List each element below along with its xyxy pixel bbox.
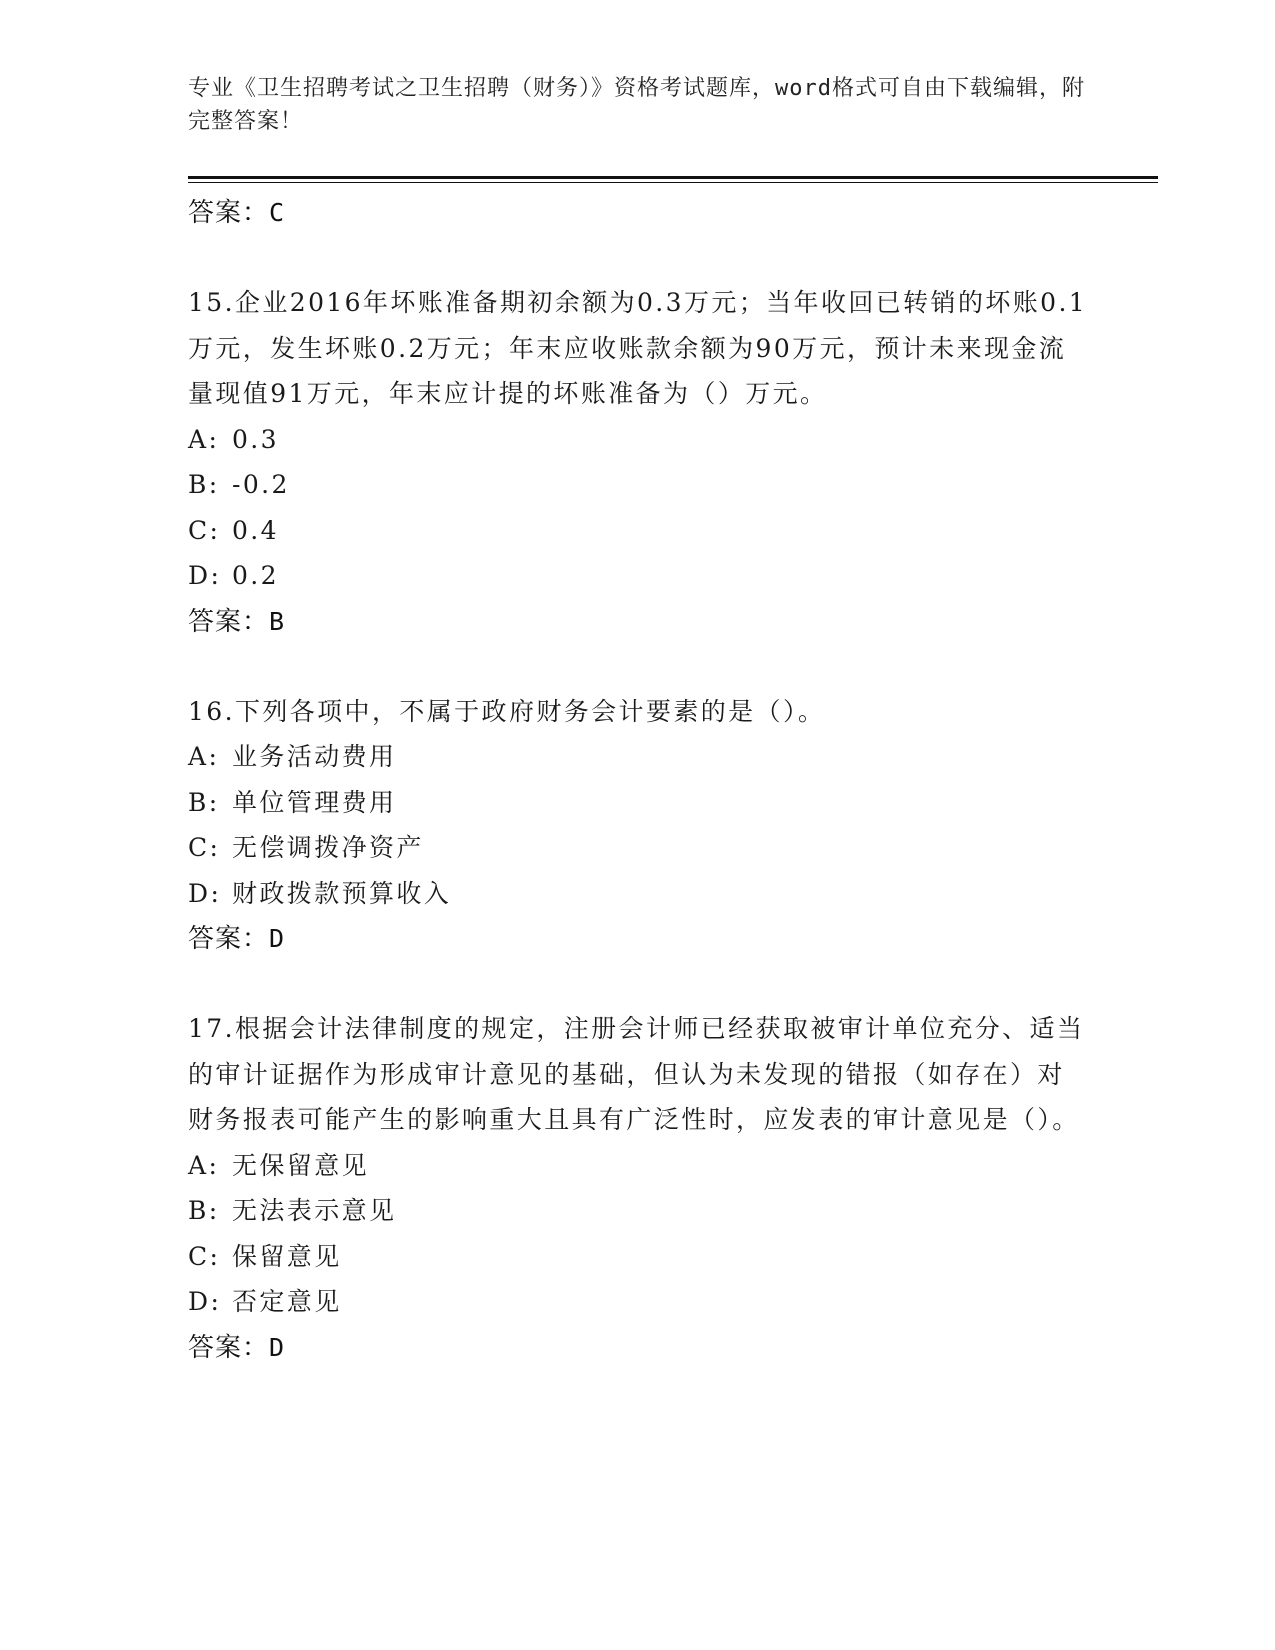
header-rule-thin [188,182,1158,183]
question-block-17 [188,1006,1088,1371]
option-text: 0.2 [232,561,279,590]
answer-label: 答案： [188,924,270,954]
option-text: 保留意见 [232,1241,342,1271]
document-header: 专业《卫生招聘考试之卫生招聘（财务）》资格考试题库，word格式可自由下载编辑，附完整答案！ [188,76,1085,134]
answer [188,599,1088,645]
question-text: 16.下列各项中，不属于政府财务会计要素的是（）。 [188,696,826,726]
option-label: D: [188,561,222,590]
question-list [188,190,1088,1371]
option-label: B: [188,470,220,499]
answer [188,1325,1088,1371]
spacer [188,962,1088,1006]
answer-label: 答案： [188,198,270,228]
option-text: 业务活动费用 [232,742,397,771]
option-c [188,1234,1088,1280]
option-label: D: [188,878,222,908]
answer-value: B [269,606,286,636]
answer [188,916,1088,962]
option-text: 无法表示意见 [232,1196,397,1225]
option-label: A: [188,1150,220,1180]
option-b [188,1188,1088,1234]
spacer [188,645,1088,689]
option-c [188,508,1088,554]
option-a [188,417,1088,463]
option-text: 无保留意见 [232,1150,370,1180]
answer-label: 答案： [188,606,270,637]
option-label: A: [188,424,220,454]
answer-value: D [269,1332,286,1362]
answer-value: D [269,924,286,953]
option-text: 无偿调拨净资产 [232,833,424,862]
option-d [188,1279,1088,1325]
option-text: 0.4 [232,515,279,545]
question-text: 17.根据会计法律制度的规定，注册会计师已经获取被审计单位充分、适当的审计证据作为形成审计意见的基础，但认为未发现的错报（如存在）对财务报表可能产生的影响重大且具有广泛性时，应发表的审计意见是（）。 [188,1014,1085,1134]
option-a [188,734,1088,780]
option-d [188,553,1088,599]
option-label: A: [188,742,220,771]
option-text: 否定意见 [232,1287,342,1316]
option-b [188,780,1088,826]
option-label: C: [188,515,221,545]
spacer [188,236,1088,280]
option-c [188,825,1088,871]
option-label: C: [188,1241,221,1271]
question-block-15 [188,280,1088,645]
question-text: 15.企业2016年坏账准备期初余额为0.3万元；当年收回已转销的坏账0.1万元，发生坏账0.2万元；年末应收账款余额为90万元，预计未来现金流量现值91万元，年末应计提的坏账准备为（）万元。 [188,288,1088,408]
option-b [188,462,1088,508]
option-text: 单位管理费用 [232,787,397,817]
option-label: B: [188,1196,220,1225]
answer-label: 答案： [188,1332,270,1363]
option-a [188,1143,1088,1189]
option-text: 0.3 [232,424,279,454]
option-text: 财政拨款预算收入 [232,878,452,908]
option-d [188,871,1088,917]
question-block-16 [188,689,1088,963]
header-rule-thick [188,176,1158,179]
option-text: -0.2 [232,470,290,499]
option-label: D: [188,1287,222,1316]
previous-answer [188,190,1088,236]
answer-value: C [269,198,286,227]
option-label: C: [188,833,221,862]
option-label: B: [188,787,220,817]
